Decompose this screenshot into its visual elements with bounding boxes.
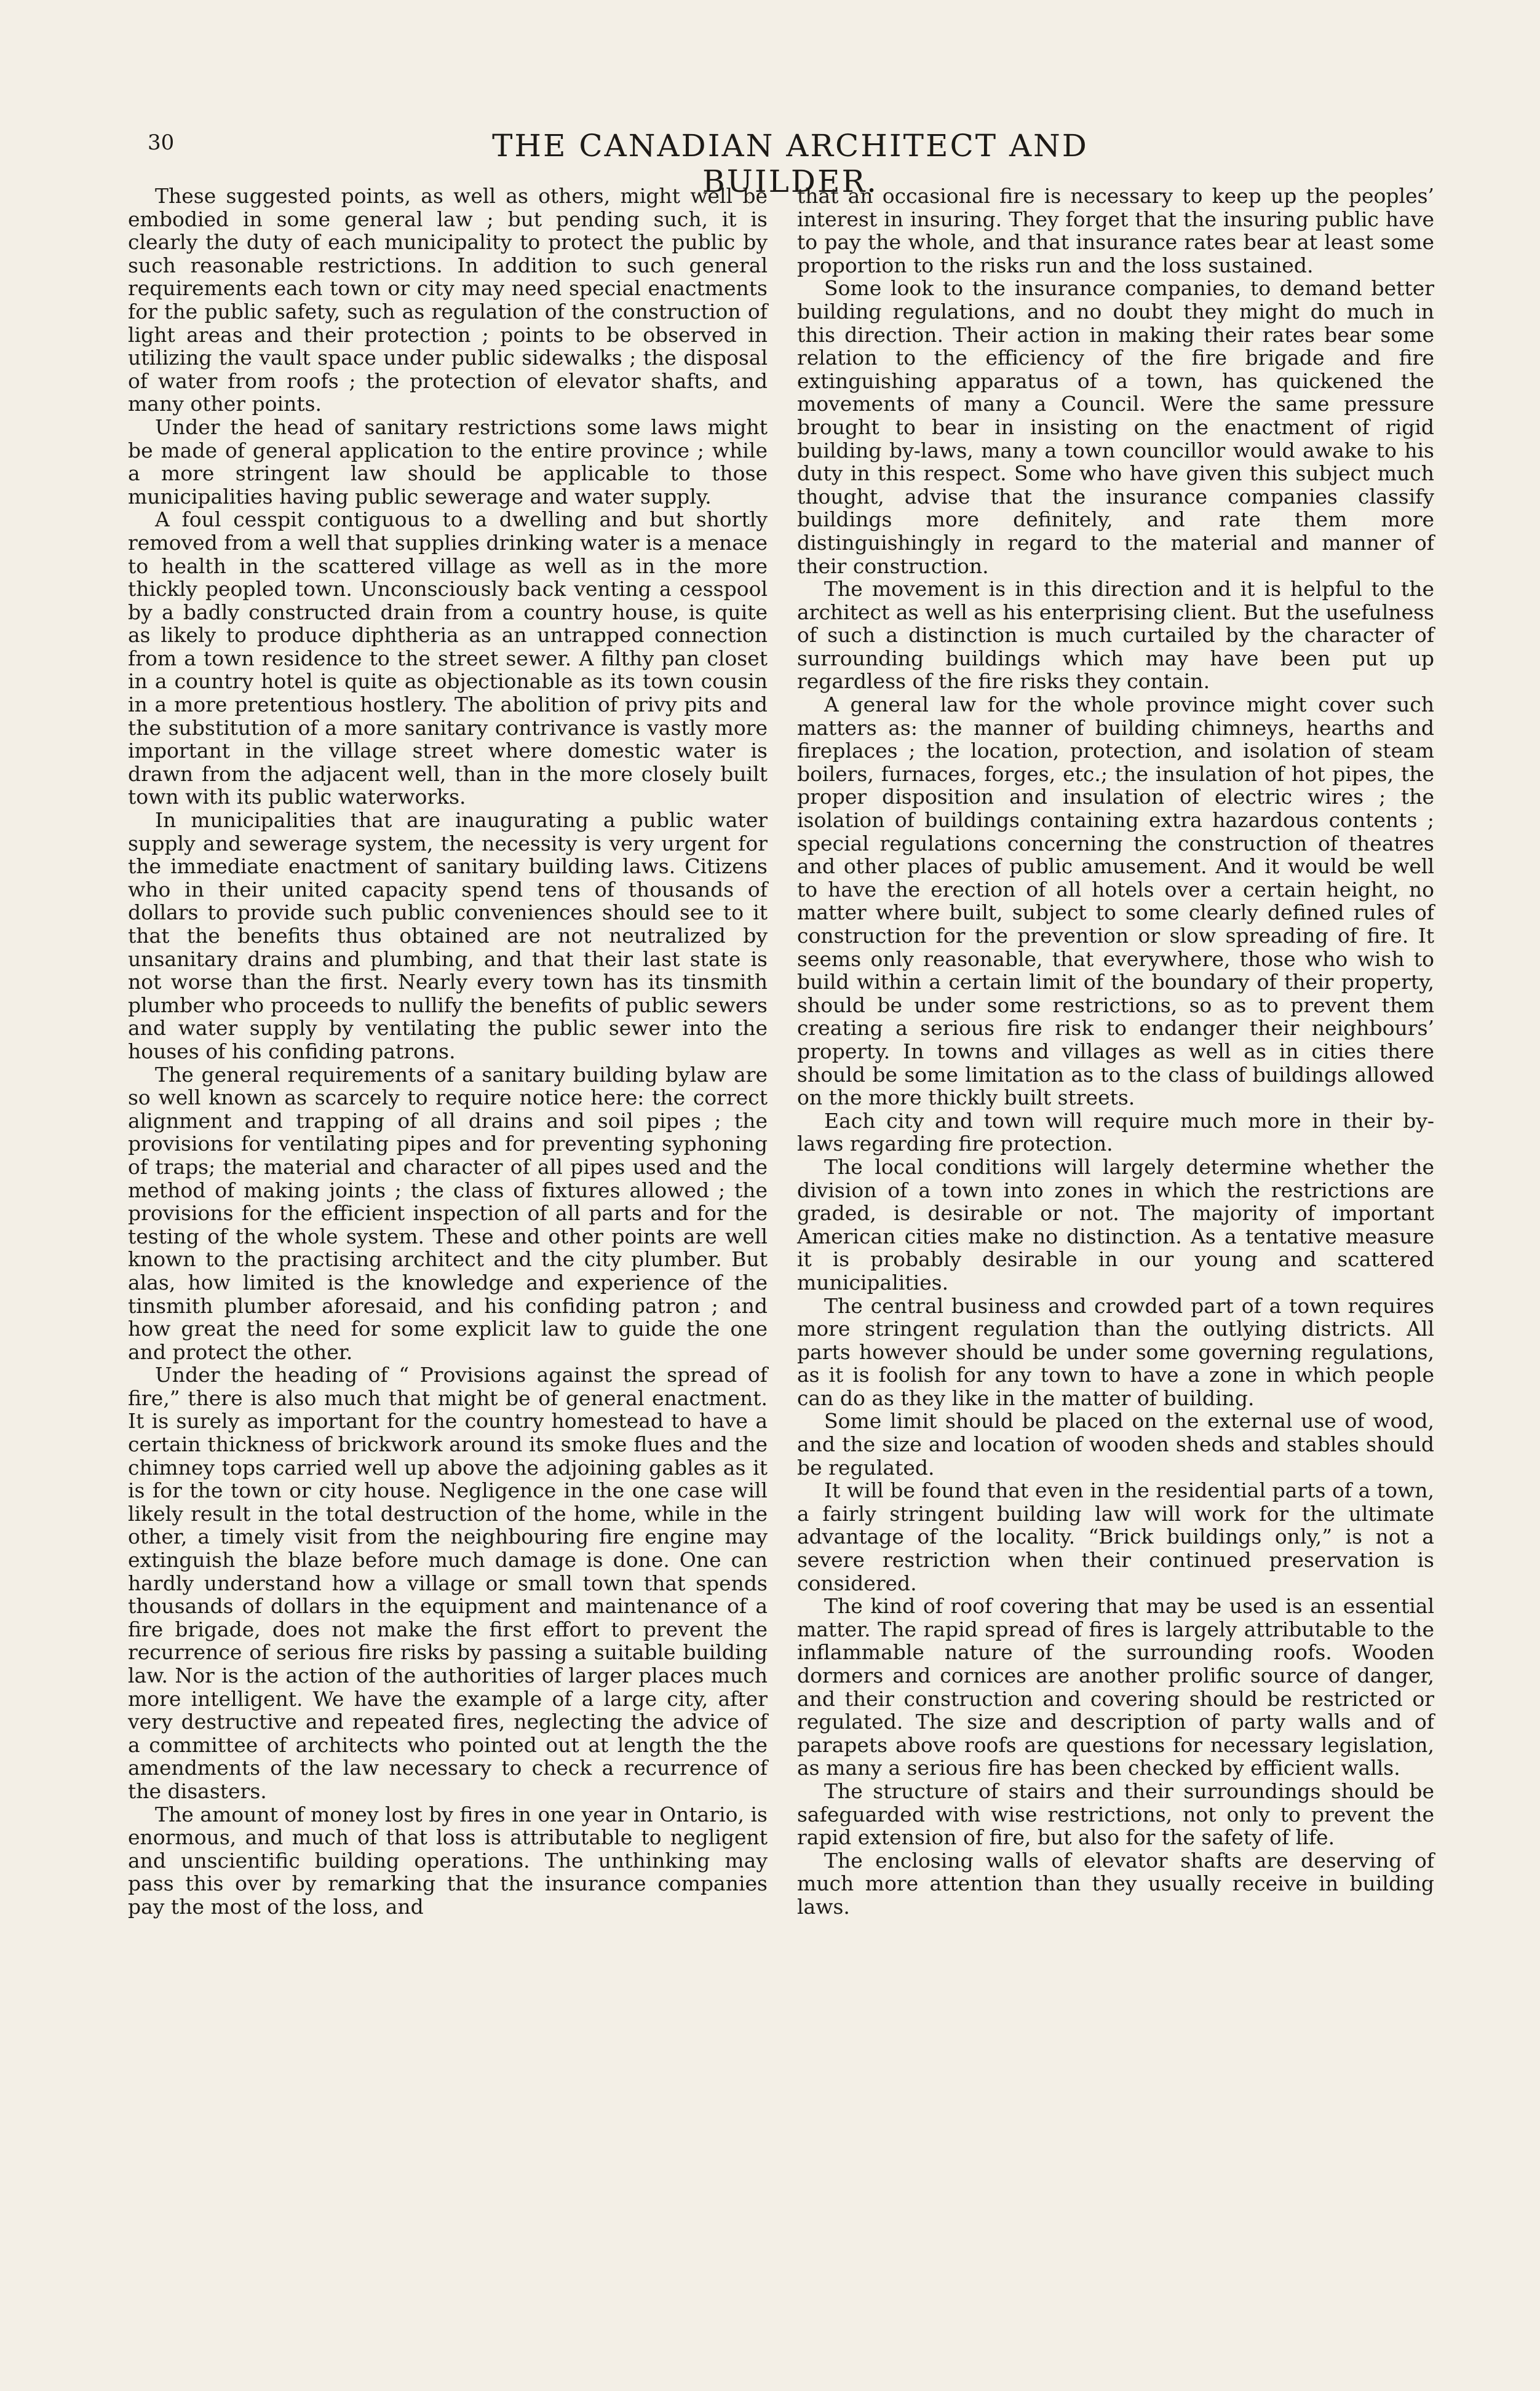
paragraph: Each city and town will require much more in their by-laws regarding fire protection. [797,1108,1434,1156]
running-title: THE CANADIAN ARCHITECT AND BUILDER. [492,128,1089,199]
paragraph: It will be found that even in the residential parts of a town, a fairly stringent building law will work for the ultimate advantage of the locality. “Brick buildings only,” is not a severe restriction when their continued preservation is considered. [797,1478,1434,1595]
paragraph: The enclosing walls of elevator shafts are deserving of much more attention than they usually receive in building laws. [797,1848,1434,1919]
paragraph: The amount of money lost by fires in one year in Ontario, is enormous, and much of that loss is attributable to negligent and unscientific building operations. The unthinking may pass this over by remarking that the insurance companies pay the most of the loss, and [128,1802,768,1919]
paragraph: that an occasional fire is necessary to keep up the peoples’ interest in insuring. They forget that the insuring public have to pay the whole, and that insurance rates bear at least some proportion to the risks run and the loss sustained. [797,184,1434,277]
page-number: 30 [148,130,175,155]
paragraph: In municipalities that are inaugurating a public water supply and sewerage system, the necessity is very urgent for the immediate enactment of sanitary building laws. Citizens who in their united capacity spend tens of thousands of dollars to provide such public conveniences should see to it that the benefits thus obtained are not neutralized by unsanitary drains and plumbing, and that their last state is not worse than the first. Nearly every town has its tinsmith plumber who proceeds to nullify the benefits of public sewers and water supply by ventilating the public sewer into the houses of his confiding patrons. [128,808,768,1063]
paragraph: The local conditions will largely determine whether the division of a town into zones in which the restrictions are graded, is desirable or not. The majority of important American cities make no distinction. As a tentative measure it is probably desirable in our young and scattered municipalities. [797,1154,1434,1295]
paragraph: Some limit should be placed on the external use of wood, and the size and location of wooden sheds and stables should be regulated. [797,1409,1434,1480]
paragraph: A foul cesspit contiguous to a dwelling and but shortly removed from a well that supplies drinking water is a menace to health in the scattered village as well as in the more thickly peopled town. Unconsciously back venting a cesspool by a badly constructed drain from a country house, is quite as likely to produce diphtheria as an untrapped connection from a town residence to the street sewer. A filthy pan closet in a country hotel is quite as objectionable as its town cousin in a more pretentious hostlery. The abolition of privy pits and the substitution of a more sanitary contrivance is vastly more important in the village street where domestic water is drawn from the adjacent well, than in the more closely built town with its public waterworks. [128,507,768,809]
paragraph: A general law for the whole province might cover such matters as: the manner of building chimneys, hearths and fireplaces ; the location, protection, and isolation of steam boilers, furnaces, forges, etc.; the insulation of hot pipes, the proper disposition and insulation of electric wires ; the isolation of buildings containing extra hazardous contents ; special regulations concerning the construction of theatres and other places of public amusement. And it would be well to have the erection of all hotels over a certain height, no matter where built, subject to some clearly defined rules of construction for the prevention or slow spreading of fire. It seems only reasonable, that everywhere, those who wish to build within a certain limit of the boundary of their property, should be under some restrictions, so as to prevent them creating a serious fire risk to endanger their neighbours’ property. In towns and villages as well as in cities there should be some limitation as to the class of buildings allowed on the more thickly built streets. [797,692,1434,1110]
paragraph: The kind of roof covering that may be used is an essential matter. The rapid spread of fires is largely attributable to the inflammable nature of the surrounding roofs. Wooden dormers and cornices are another prolific source of danger, and their construction and covering should be restricted or regulated. The size and description of party walls and of parapets above roofs are questions for necessary legislation, as many a serious fire has been checked by efficient walls. [797,1594,1434,1780]
paragraph: The structure of stairs and their surroundings should be safeguarded with wise restrictions, not only to prevent the rapid extension of fire, but also for the safety of life. [797,1778,1434,1850]
paragraph: The central business and crowded part of a town requires more stringent regulation than the outlying districts. All parts however should be under some governing regulations, as it is foolish for any town to have a zone in which people can do as they like in the matter of building. [797,1293,1434,1410]
paragraph: These suggested points, as well as others, might well be embodied in some general law ; but pending such, it is clearly the duty of each municipality to protect the public by such reasonable restrictions. In addition to such general requirements each town or city may need special enactments for the public safety, such as regulation of the construction of light areas and their protection ; points to be observed in utilizing the vault space under public sidewalks ; the disposal of water from roofs ; the protection of elevator shafts, and many other points. [128,184,768,416]
paragraph: The general requirements of a sanitary building bylaw are so well known as scarcely to require notice here: the correct alignment and trapping of all drains and soil pipes ; the provisions for ventilating pipes and for preventing syphoning of traps; the material and character of all pipes used and the method of making joints ; the class of fixtures allowed ; the provisions for the efficient inspection of all parts and for the testing of the whole system. These and other points are well known to the practising architect and the city plumber. But alas, how limited is the knowledge and experience of the tinsmith plumber aforesaid, and his confiding patron ; and how great the need for some explicit law to guide the one and protect the other. [128,1062,768,1364]
paragraph: Under the head of sanitary restrictions some laws might be made of general application to the entire province ; while a more stringent law should be applicable to those municipalities having public sewerage and water supply. [128,414,768,509]
paragraph: The movement is in this direction and it is helpful to the architect as well as his enterprising client. But the usefulness of such a distinction is much curtailed by the character of surrounding buildings which may have been put up regardless of the fire risks they contain. [797,577,1434,694]
article-column-left [128,184,768,1919]
paragraph: Under the heading of “ Provisions against the spread of fire,” there is also much that might be of general enactment. It is surely as important for the country homestead to have a certain thickness of brickwork around its smoke flues and the chimney tops carried well up above the adjoining gables as it is for the town or city house. Negligence in the one case will likely result in the total destruction of the home, while in the other, a timely visit from the neighbouring fire engine may extinguish the blaze before much damage is done. One can hardly understand how a village or small town that spends thousands of dollars in the equipment and maintenance of a fire brigade, does not make the first effort to prevent the recurrence of serious fire risks by passing a suitable building law. Nor is the action of the authorities of larger places much more intelligent. We have the example of a large city, after very destructive and repeated fires, neglecting the advice of a committee of architects who pointed out at length the the amendments of the law necessary to check a recurrence of the disasters. [128,1363,768,1803]
article-column-right [797,184,1434,1919]
paragraph: Some look to the insurance companies, to demand better building regulations, and no doubt they might do much in this direction. Their action in making their rates bear some relation to the efficiency of the fire brigade and fire extinguishing apparatus of a town, has quickened the movements of many a Council. Were the same pressure brought to bear in insisting on the enactment of rigid building by-laws, many a town councillor would awake to his duty in this respect. Some who have given this subject much thought, advise that the insurance companies classify buildings more definitely, and rate them more distinguishingly in regard to the material and manner of their construction. [797,276,1434,578]
